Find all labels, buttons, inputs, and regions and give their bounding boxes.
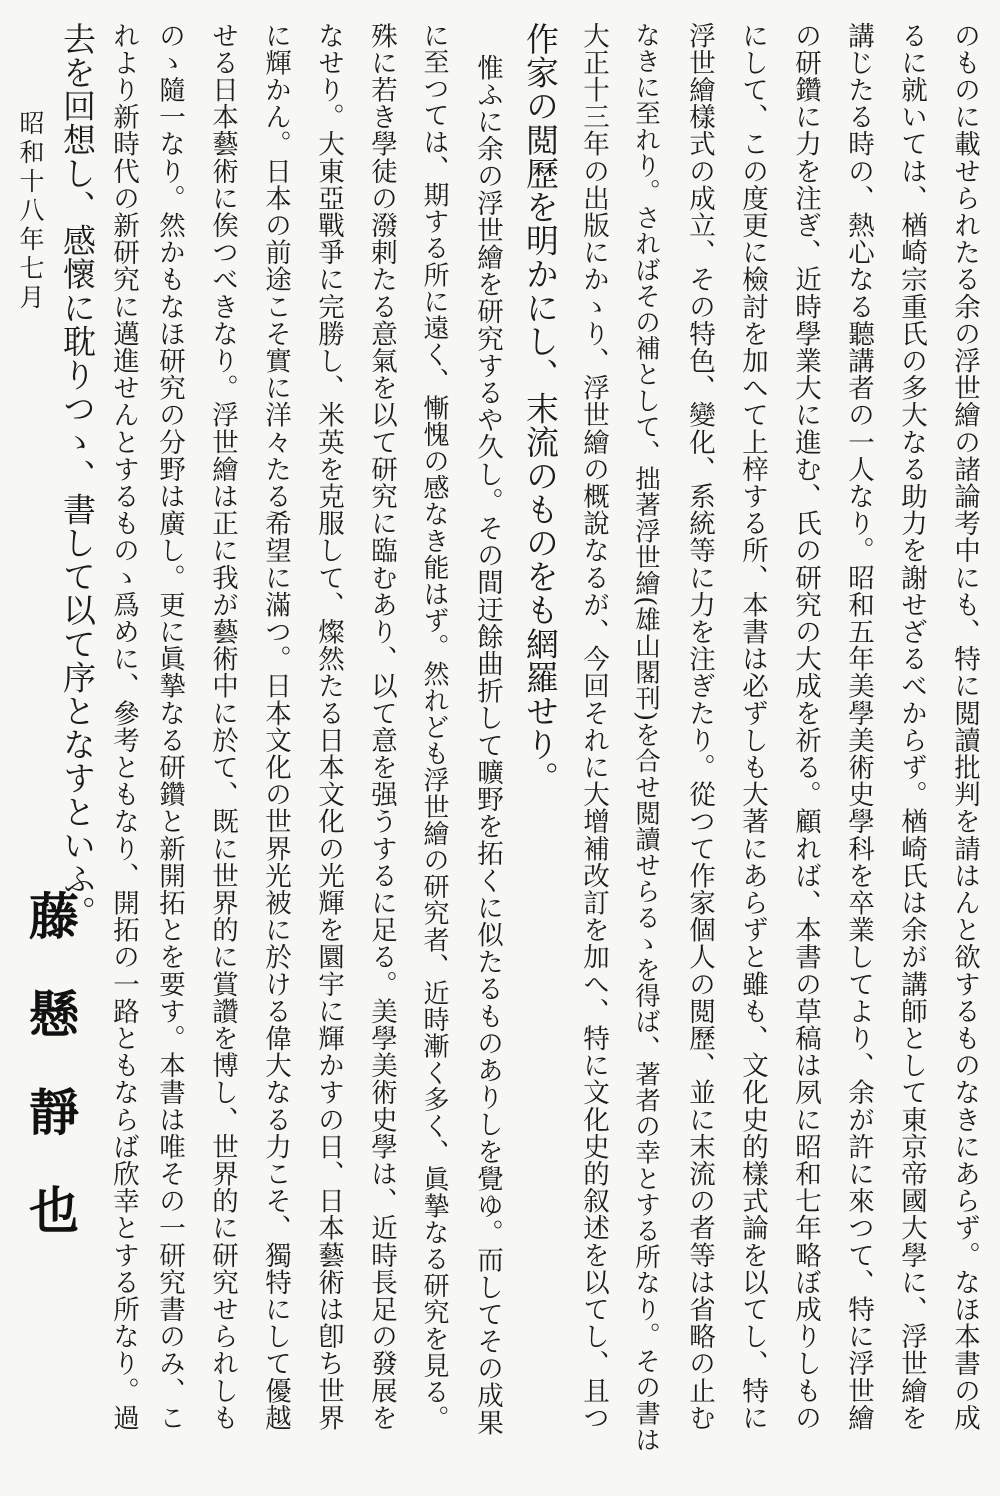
text-column-2: るに就いては、楢崎宗重氏の多大なる助力を謝せざるべからず。楢崎氏は余が講師として東京帝國大學に、浮世繪を [896, 22, 927, 1432]
text-column-11: に至つては、期する所に遠く、慚愧の感なき能はず。然れども浮世繪の研究者、近時漸く多く、眞摯なる研究を見る。 [419, 22, 449, 1432]
text-column-14: に輝かん。日本の前途こそ實に洋々たる希望に滿つ。日本文化の世界光被に於ける偉大なる力こそ、獨特にして優越 [260, 22, 291, 1432]
text-column-5: にして、この度更に檢討を加へて上梓する所、本書は必ずしも大著にあらずと雖も、文化史的樣式論を以てし、特に [737, 22, 768, 1432]
text-column-16: のゝ隨一なり。然かもなほ研究の分野は廣し。更に眞摯なる研鑽と新開拓とを要す。本書は唯その一研究書のみ、こ [154, 22, 185, 1432]
text-column-17: れより新時代の新研究に邁進せんとするものゝ爲めに、參考ともなり、開拓の一路ともならば欣幸とする所なり。過 [108, 22, 139, 1432]
text-column-6: 浮世繪樣式の成立、その特色、變化、系統等に力を注ぎたり。從つて作家個人の閲歷、並に末流の者等は省略の止む [684, 22, 715, 1432]
text-column-7: なきに至れり。さればその補として、拙著浮世繪(雄山閣刊)を合せ閲讀せらるゝを得ば、著者の幸とする所なり。その書は [631, 22, 661, 1453]
author-signature: 藤懸靜也 [21, 890, 80, 1282]
text-column-18: 去を回想し、感懷に耽りつゝ、書して以て序となすといふ。 [58, 22, 97, 930]
text-column-15: せる日本藝術に俟つべきなり。浮世繪は正に我が藝術中に於て、既に世界的に賞讚を博し、世界的に研究せられしも [207, 22, 238, 1432]
text-column-3: 講じたる時の、熱心なる聽講者の一人なり。昭和五年美學美術史學科を卒業してより、余が許に來つて、特に浮世繪 [843, 22, 874, 1432]
text-column-12: 殊に若き學徒の潑剌たる意氣を以て研究に臨むあり、以て意を强うするに足る。美學美術史學は、近時長足の發展を [366, 22, 397, 1432]
text-column-8: 大正十三年の出版にかゝり、浮世繪の概說なるが、今回それに大增補改訂を加へ、特に文化史的叙述を以てし、且つ [578, 22, 609, 1432]
text-column-4: の研鑽に力を注ぎ、近時學業大に進む、氏の研究の大成を祈る。顧れば、本書の草稿は夙に昭和七年略ぼ成りしもの [790, 22, 821, 1432]
text-column-10: 惟ふに余の浮世繪を研究するや久し。その間迂餘曲折して曠野を拓くに似たるものありしを覺ゆ。而してその成果 [472, 54, 503, 1437]
text-column-1: のものに載せられたる余の浮世繪の諸論考中にも、特に閲讀批判を請はんと欲するものなきにあらず。なほ本書の成 [949, 22, 980, 1432]
text-column-9: 作家の閲歷を明かにし、末流のものをも網羅せり。 [521, 22, 560, 795]
date-line: 昭和十八年七月 [16, 110, 45, 313]
text-column-13: なせり。大東亞戰爭に完勝し、米英を克服して、燦然たる日本文化の光輝を圜宇に輝かすの日、日本藝術は卽ち世界 [313, 22, 344, 1432]
